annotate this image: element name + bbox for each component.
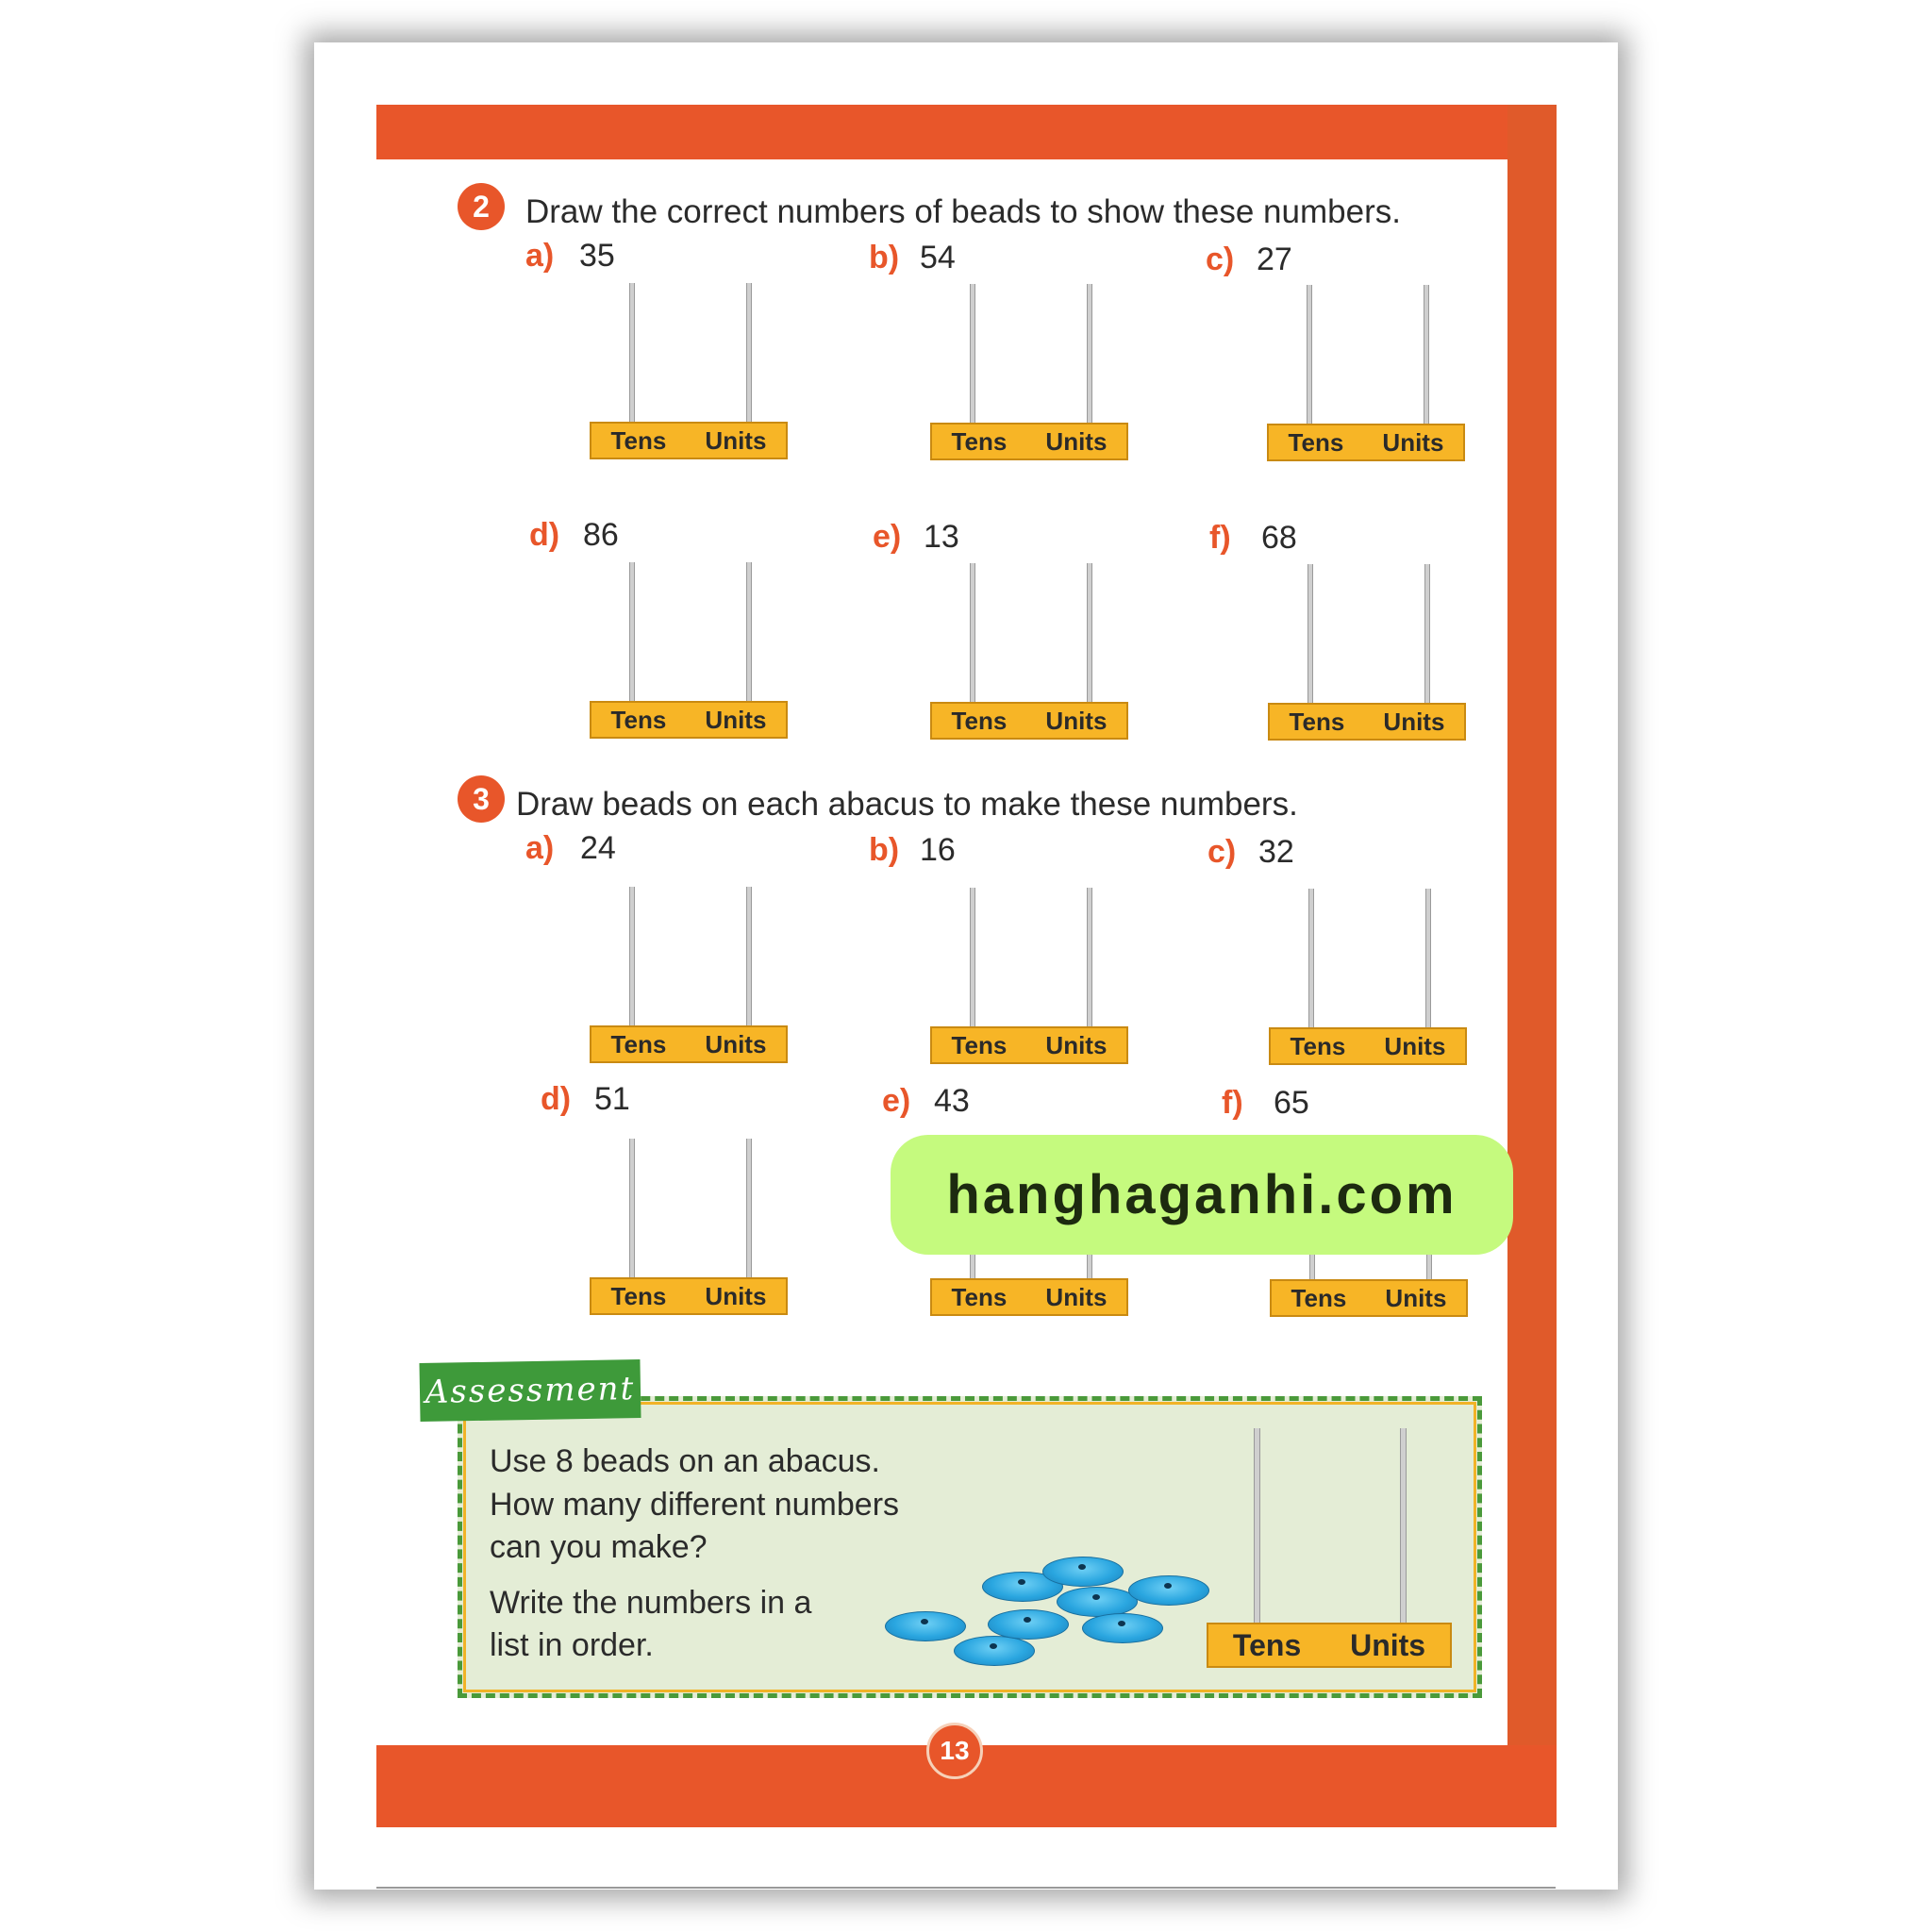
- units-rod: [1424, 564, 1430, 708]
- tens-rod: [1254, 1428, 1260, 1628]
- tens-rod: [1308, 889, 1314, 1032]
- tens-label: Tens: [610, 1281, 667, 1310]
- page-number: 13: [926, 1723, 983, 1779]
- watermark-banner: hanghaganhi.com: [891, 1135, 1513, 1255]
- item-letter: f): [1209, 520, 1231, 556]
- units-label: Units: [1384, 1031, 1446, 1060]
- assessment-line: How many different numbers: [490, 1487, 900, 1523]
- abacus-base: [1207, 1623, 1452, 1668]
- bead[interactable]: [1128, 1575, 1209, 1606]
- abacus-base: [1270, 1279, 1468, 1317]
- item-letter: d): [541, 1081, 572, 1117]
- units-label: Units: [705, 425, 767, 455]
- abacus-base: [590, 1277, 788, 1315]
- item-number: 16: [920, 832, 956, 868]
- item-number: 54: [920, 240, 956, 275]
- tens-label: Tens: [951, 706, 1008, 735]
- units-label: Units: [1045, 706, 1108, 735]
- abacus[interactable]: [590, 562, 788, 741]
- assessment-line: Use 8 beads on an abacus.: [490, 1443, 880, 1479]
- tens-label: Tens: [1290, 1031, 1346, 1060]
- tens-rod: [970, 888, 975, 1031]
- units-rod: [746, 283, 752, 426]
- assessment-line: list in order.: [490, 1627, 654, 1663]
- tens-rod: [629, 1139, 635, 1282]
- item-letter: d): [529, 517, 560, 553]
- tens-label: Tens: [951, 1282, 1008, 1311]
- units-rod: [1424, 285, 1429, 428]
- item-letter: a): [525, 238, 555, 274]
- abacus[interactable]: [590, 1139, 788, 1318]
- units-label: Units: [1385, 1283, 1447, 1312]
- abacus[interactable]: [930, 888, 1128, 1067]
- tens-label: Tens: [610, 705, 667, 734]
- page-bottom-edge: [376, 1887, 1556, 1889]
- tens-label: Tens: [1288, 427, 1344, 457]
- units-rod: [746, 1139, 752, 1282]
- bead[interactable]: [988, 1609, 1069, 1640]
- units-label: Units: [1383, 707, 1445, 736]
- tens-label: Tens: [951, 426, 1008, 456]
- units-label: Units: [1350, 1627, 1426, 1662]
- units-rod: [1087, 563, 1092, 707]
- question-2-text: Draw the correct numbers of beads to show these numbers.: [525, 193, 1401, 230]
- abacus-base: [930, 702, 1128, 740]
- abacus[interactable]: [590, 887, 788, 1066]
- abacus[interactable]: [1267, 285, 1465, 464]
- abacus[interactable]: [1269, 889, 1467, 1068]
- tens-rod: [970, 563, 975, 707]
- tens-rod: [629, 562, 635, 706]
- item-number: 68: [1261, 520, 1297, 556]
- assessment-line: Write the numbers in a: [490, 1585, 812, 1621]
- item-letter: e): [873, 519, 902, 555]
- units-label: Units: [1045, 426, 1108, 456]
- tens-rod: [629, 283, 635, 426]
- page-frame-top: [376, 105, 1557, 159]
- item-number: 24: [580, 830, 616, 866]
- abacus-base: [590, 701, 788, 739]
- assessment-tag: Assessment: [419, 1359, 641, 1422]
- tens-label: Tens: [1291, 1283, 1347, 1312]
- question-2-badge: 2: [458, 183, 505, 230]
- abacus[interactable]: [930, 284, 1128, 463]
- tens-rod: [629, 887, 635, 1030]
- item-letter: f): [1222, 1085, 1243, 1121]
- units-label: Units: [1382, 427, 1444, 457]
- units-label: Units: [705, 1029, 767, 1058]
- item-number: 86: [583, 517, 619, 553]
- tens-rod: [1307, 564, 1313, 708]
- abacus[interactable]: [590, 283, 788, 462]
- item-number: 35: [579, 238, 615, 274]
- units-rod: [1425, 889, 1431, 1032]
- bead[interactable]: [1042, 1557, 1124, 1587]
- page-frame-right: [1507, 105, 1557, 1827]
- tens-label: Tens: [1232, 1627, 1302, 1662]
- abacus-base: [1269, 1027, 1467, 1065]
- abacus-base: [1268, 703, 1466, 741]
- bead[interactable]: [954, 1636, 1035, 1666]
- units-rod: [1400, 1428, 1407, 1628]
- item-letter: b): [869, 240, 900, 275]
- units-rod: [746, 562, 752, 706]
- item-number: 27: [1257, 242, 1292, 277]
- item-letter: b): [869, 832, 900, 868]
- units-label: Units: [705, 705, 767, 734]
- abacus-base: [590, 1025, 788, 1063]
- item-letter: a): [525, 830, 555, 866]
- item-letter: c): [1206, 242, 1235, 277]
- item-number: 32: [1258, 834, 1294, 870]
- abacus-base: [930, 1026, 1128, 1064]
- item-letter: e): [882, 1083, 911, 1119]
- bead[interactable]: [885, 1611, 966, 1641]
- item-number: 13: [924, 519, 959, 555]
- item-number: 51: [594, 1081, 630, 1117]
- tens-label: Tens: [1289, 707, 1345, 736]
- units-rod: [1087, 888, 1092, 1031]
- tens-rod: [970, 284, 975, 427]
- abacus-base: [1267, 424, 1465, 461]
- assessment-line: can you make?: [490, 1529, 708, 1565]
- units-label: Units: [1045, 1282, 1108, 1311]
- abacus[interactable]: [930, 563, 1128, 742]
- units-rod: [1087, 284, 1092, 427]
- units-label: Units: [1045, 1030, 1108, 1059]
- assessment-abacus[interactable]: [1207, 1428, 1452, 1669]
- tens-label: Tens: [610, 425, 667, 455]
- abacus-base: [590, 422, 788, 459]
- abacus-base: [930, 423, 1128, 460]
- tens-label: Tens: [610, 1029, 667, 1058]
- units-label: Units: [705, 1281, 767, 1310]
- tens-label: Tens: [951, 1030, 1008, 1059]
- tens-rod: [1307, 285, 1312, 428]
- question-3-badge: 3: [458, 775, 505, 823]
- question-3-text: Draw beads on each abacus to make these numbers.: [516, 786, 1298, 823]
- abacus[interactable]: [1268, 564, 1466, 743]
- units-rod: [746, 887, 752, 1030]
- item-number: 65: [1274, 1085, 1309, 1121]
- bead[interactable]: [1082, 1613, 1163, 1643]
- item-letter: c): [1208, 834, 1237, 870]
- abacus-base: [930, 1278, 1128, 1316]
- item-number: 43: [934, 1083, 970, 1119]
